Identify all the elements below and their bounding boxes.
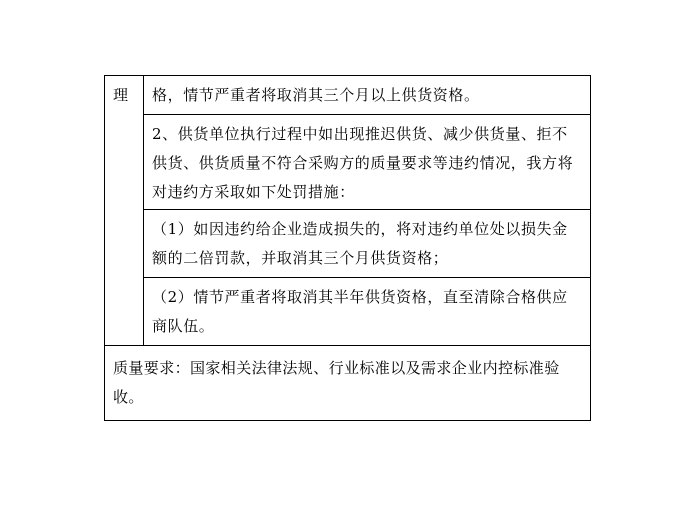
label-cell-text: 理 — [113, 86, 129, 104]
table-row — [105, 346, 591, 421]
content-cell — [144, 278, 591, 346]
table-row — [105, 115, 591, 210]
label-cell — [105, 76, 144, 346]
content-cell — [144, 210, 591, 278]
clause-text: （1）如因违约给企业造成损失的，将对违约单位处以损失金额的二倍罚款，并取消其三个月供货资格； — [152, 220, 568, 267]
clause-text: 2、供货单位执行过程中如出现推迟供货、减少供货量、拒不供货、供货质量不符合采购方的质量要求等违约情况，我方将对违约方采取如下处罚措施： — [152, 125, 574, 201]
document-table — [104, 75, 591, 421]
table-row — [105, 210, 591, 278]
quality-requirement-text: 质量要求：国家相关法律法规、行业标准以及需求企业内控标准验收。 — [113, 359, 560, 406]
content-cell — [144, 115, 591, 210]
clause-text: （2）情节严重者将取消其半年供货资格，直至清除合格供应商队伍。 — [152, 288, 568, 335]
clause-text: 格，情节严重者将取消其三个月以上供货资格。 — [152, 86, 480, 104]
table-row — [105, 278, 591, 346]
footer-cell — [105, 346, 591, 421]
table-row — [105, 76, 591, 115]
content-cell — [144, 76, 591, 115]
